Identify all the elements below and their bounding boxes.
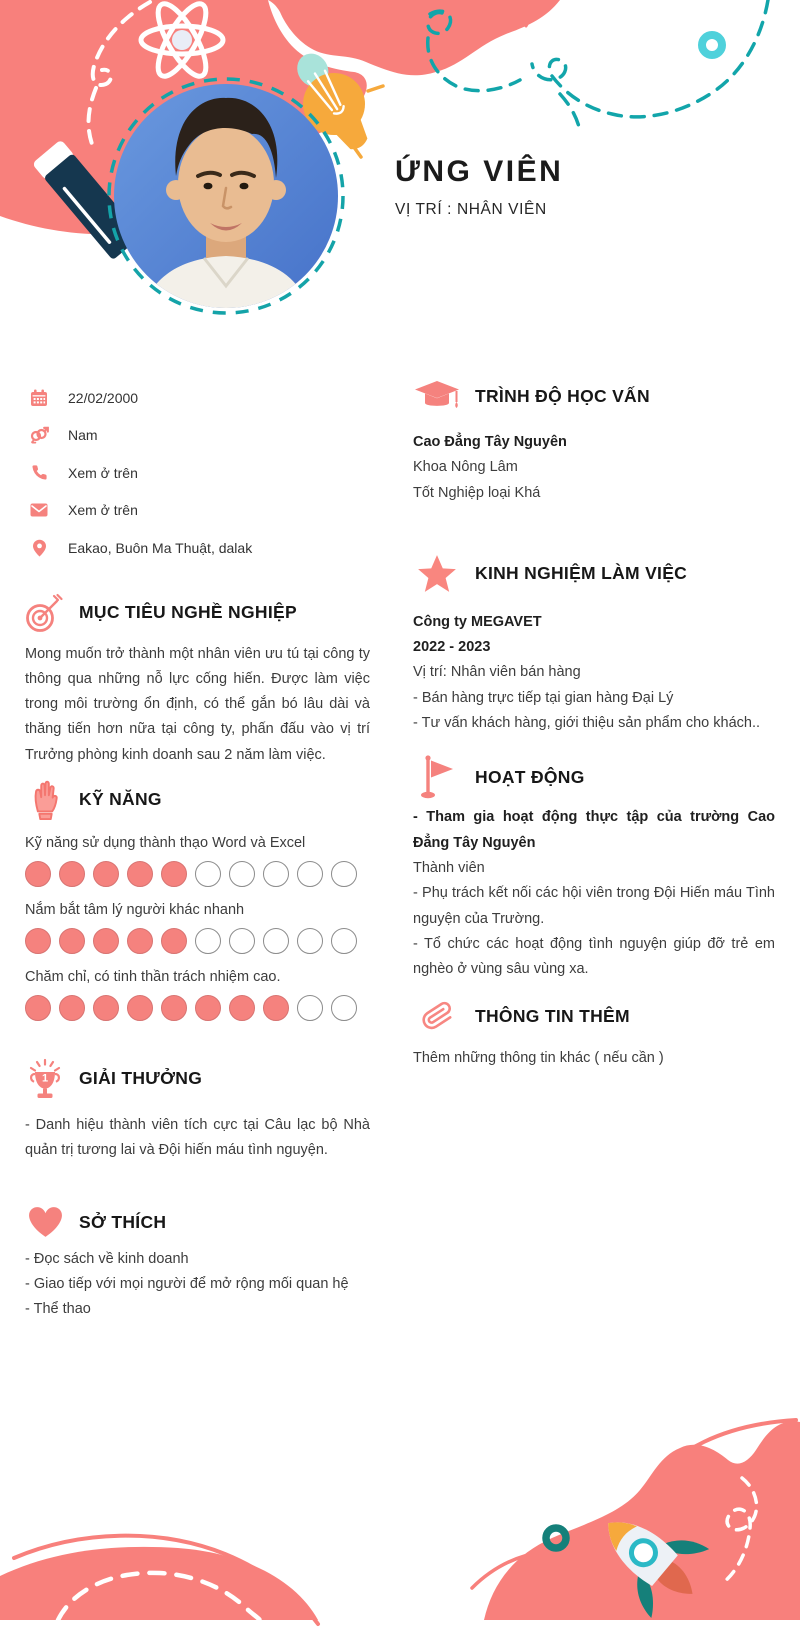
- hobby-item: - Giao tiếp với mọi người để mở rộng mối quan hệ: [25, 1275, 349, 1292]
- objective-text: Mong muốn trở thành một nhân viên ưu tú tại công ty thông qua những nỗ lực cống hiến. Được làm việc trong môi trường ổn định, có thể gắn bó lâu dài và thăng tiến hơn nữa tại công ty, phấn đấu vào vị trí Trưởng phòng kinh doanh sau 2 năm làm việc.: [25, 645, 370, 763]
- section-title-education: TRÌNH ĐỘ HỌC VẤN: [475, 385, 650, 406]
- skill-dot: [229, 861, 255, 887]
- skill-label: Chăm chỉ, có tinh thần trách nhiệm cao.: [25, 968, 281, 985]
- title-block: [395, 155, 563, 219]
- skill-label: Kỹ năng sử dụng thành thạo Word và Excel: [25, 834, 306, 851]
- paperclip-icon: [413, 996, 461, 1036]
- hobbies-list: [25, 1247, 370, 1323]
- skill-dot: [59, 995, 85, 1021]
- skill-dot: [263, 995, 289, 1021]
- contact-row-email: [25, 492, 370, 530]
- calendar-icon: [29, 389, 49, 407]
- skill-dot: [59, 928, 85, 954]
- bottom-right-blob: [472, 1420, 800, 1620]
- education-grade: Tốt Nghiệp loại Khá: [413, 484, 541, 501]
- section-title-additional: THÔNG TIN THÊM: [475, 1005, 630, 1026]
- skills-list: [25, 831, 370, 1021]
- section-title-hobbies: SỞ THÍCH: [79, 1211, 167, 1232]
- education-block: [413, 430, 775, 506]
- experience-duty: - Bán hàng trực tiếp tại gian hàng Đại Lý: [413, 689, 674, 706]
- contact-list: [25, 370, 370, 567]
- skill-dot: [263, 928, 289, 954]
- skill-dot: [297, 928, 323, 954]
- bottom-decoration: [0, 1326, 800, 1646]
- section-experience-header: [413, 554, 775, 594]
- contact-row-phone: [25, 454, 370, 492]
- skill-dot: [59, 861, 85, 887]
- contact-row-gender: [25, 417, 370, 455]
- profile-photo: [102, 72, 350, 320]
- flag-icon: [413, 754, 461, 800]
- contact-row-birthday: [25, 379, 370, 417]
- heart-icon: [25, 1206, 65, 1239]
- bottom-left-blob: [0, 1536, 318, 1624]
- section-title-skills: KỸ NĂNG: [79, 789, 162, 810]
- hobby-item: - Đọc sách về kinh doanh: [25, 1250, 189, 1267]
- teal-ring: [702, 35, 722, 55]
- section-title-objective: MỤC TIÊU NGHỀ NGHIỆP: [79, 602, 297, 622]
- skill-dot: [161, 995, 187, 1021]
- experience-role: Vị trí: Nhân viên bán hàng: [413, 664, 581, 681]
- section-education-header: [413, 378, 775, 414]
- right-column: [413, 370, 775, 1072]
- skill-dot: [263, 861, 289, 887]
- svg-text:1: 1: [41, 1072, 49, 1085]
- education-faculty: Khoa Nông Lâm: [413, 459, 518, 476]
- candidate-position: VỊ TRÍ : NHÂN VIÊN: [395, 201, 547, 218]
- skill-dot: [229, 995, 255, 1021]
- activities-block: [413, 805, 775, 982]
- gender-icon: [29, 426, 49, 445]
- skill-dot: [25, 861, 51, 887]
- candidate-name: ỨNG VIÊN: [395, 155, 564, 188]
- contact-email: Xem ở trên: [68, 502, 138, 519]
- experience-block: [413, 610, 775, 736]
- section-title-experience: KINH NGHIỆM LÀM VIỆC: [475, 563, 688, 584]
- skill-dot: [331, 928, 357, 954]
- activities-role: Thành viên: [413, 859, 485, 876]
- contact-birthday: 22/02/2000: [68, 389, 139, 406]
- contact-address: Eakao, Buôn Ma Thuật, dalak: [68, 539, 253, 556]
- section-hobbies-header: [25, 1206, 370, 1239]
- activities-detail: - Phụ trách kết nối các hội viên trong Đội Hiến máu Tình nguyện của Trường.: [413, 885, 775, 927]
- skill-dot: [25, 928, 51, 954]
- skill-dot: [195, 861, 221, 887]
- skill-dot: [161, 928, 187, 954]
- experience-duty: - Tư vấn khách hàng, giới thiệu sản phẩm cho khách..: [413, 715, 761, 732]
- activities-detail: - Tổ chức các hoạt động tình nguyện giúp đỡ trẻ em nghèo ở vùng sâu vùng xa.: [413, 935, 775, 978]
- star-icon: [413, 554, 461, 594]
- graduation-cap-icon: [413, 378, 461, 414]
- skill-dot: [93, 861, 119, 887]
- left-column: [25, 370, 370, 1322]
- experience-company: Công ty MEGAVET: [413, 613, 542, 630]
- education-school: Cao Đẳng Tây Nguyên: [413, 434, 567, 450]
- additional-text: Thêm những thông tin khác ( nếu cần ): [413, 1050, 664, 1067]
- skill-dot: [297, 995, 323, 1021]
- section-title-activities: HOẠT ĐỘNG: [475, 766, 585, 787]
- skill-dot: [161, 861, 187, 887]
- skill-dot: [195, 995, 221, 1021]
- phone-icon: [29, 464, 49, 481]
- skill-dot: [127, 995, 153, 1021]
- section-additional-header: [413, 996, 775, 1036]
- skill-dot: [127, 928, 153, 954]
- skill-level-dots: [25, 995, 370, 1021]
- section-title-awards: GIẢI THƯỞNG: [79, 1068, 203, 1089]
- skill-dot: [331, 861, 357, 887]
- skill-dot: [229, 928, 255, 954]
- skill-dot: [93, 928, 119, 954]
- skill-dot: [25, 995, 51, 1021]
- hand-icon: [25, 780, 65, 820]
- experience-period: 2022 - 2023: [413, 639, 491, 656]
- hobby-item: - Thể thao: [25, 1301, 91, 1318]
- skill-label: Nắm bắt tâm lý người khác nhanh: [25, 901, 245, 918]
- location-icon: [29, 539, 49, 557]
- awards-text: - Danh hiệu thành viên tích cực tại Câu lạc bộ Nhà quản trị tương lai và Đội hiến máu tình nguyện.: [25, 1116, 370, 1159]
- contact-phone: Xem ở trên: [68, 464, 138, 481]
- mail-icon: [29, 503, 49, 517]
- skill-dot: [331, 995, 357, 1021]
- skill-dot: [127, 861, 153, 887]
- target-icon: [25, 593, 65, 633]
- skill-level-dots: [25, 861, 370, 887]
- skill-dot: [195, 928, 221, 954]
- activities-headline: - Tham gia hoạt động thực tập của trường Cao Đẳng Tây Nguyên: [413, 809, 775, 851]
- contact-gender: Nam: [68, 427, 98, 444]
- section-skills-header: [25, 780, 370, 820]
- skill-level-dots: [25, 928, 370, 954]
- trophy-icon: [25, 1057, 65, 1101]
- skill-dot: [93, 995, 119, 1021]
- skill-dot: [297, 861, 323, 887]
- contact-row-address: [25, 529, 370, 567]
- profile-photo-image: [102, 72, 350, 320]
- section-activities-header: [413, 754, 775, 800]
- section-objective-header: [25, 593, 370, 633]
- section-awards-header: [25, 1057, 370, 1101]
